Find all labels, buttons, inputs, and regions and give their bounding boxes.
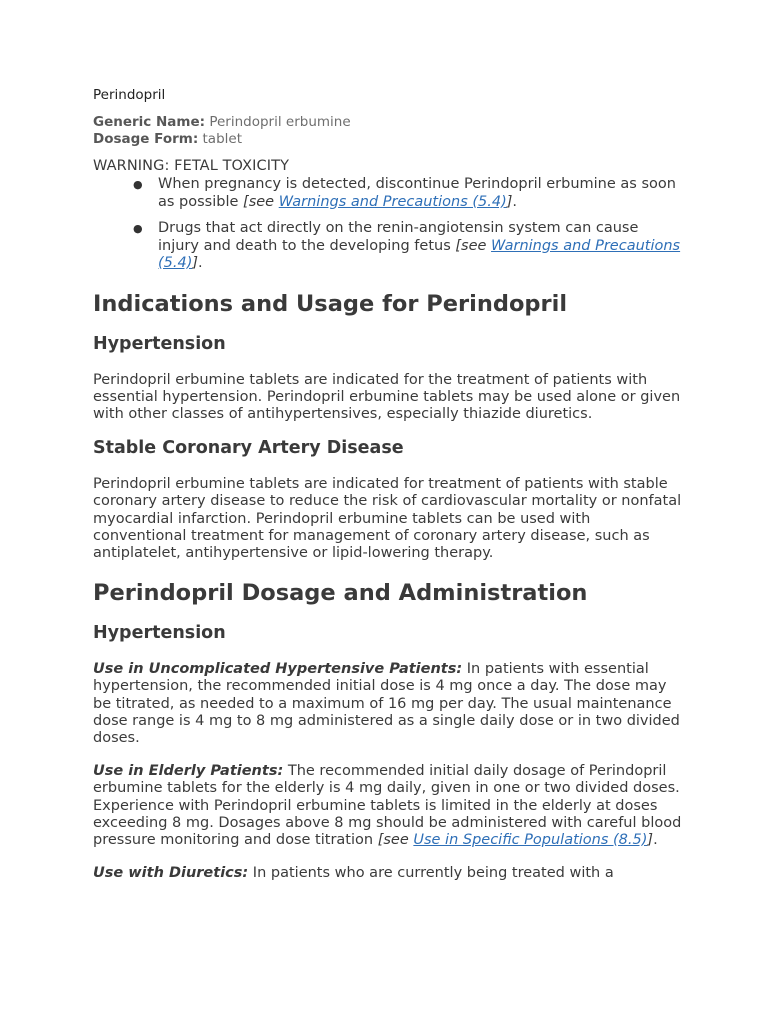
generic-name-value: Perindopril erbumine: [209, 114, 351, 130]
warning-list: [93, 176, 683, 273]
indications-heading: Indications and Usage for Perindopril: [93, 290, 568, 317]
dosage-form-label: Dosage Form:: [93, 131, 199, 147]
generic-name-label: Generic Name:: [93, 114, 206, 130]
reference-suffix: ]: [506, 193, 513, 210]
generic-name-line: [93, 114, 683, 131]
dosage-diuretics-paragraph: [93, 865, 683, 882]
dosage-form-line: [93, 131, 683, 148]
bullet-icon: ●: [133, 178, 143, 191]
dosage-form-value: tablet: [202, 131, 243, 147]
dosage-diuretics-body: In patients who are currently being treated with a: [248, 865, 614, 882]
bullet-icon: ●: [133, 222, 143, 235]
sentence-end: .: [198, 255, 203, 271]
warning-item: [133, 176, 683, 211]
indications-cad-heading: Stable Coronary Artery Disease: [93, 438, 404, 459]
document-title: Perindopril: [93, 87, 166, 103]
dosage-heading: Perindopril Dosage and Administration: [93, 580, 588, 607]
dosage-diuretics-lead: Use with Diuretics:: [93, 865, 249, 882]
reference-prefix: [see: [455, 237, 492, 254]
document-page: [93, 86, 683, 882]
warning-heading: WARNING: FETAL TOXICITY: [93, 158, 290, 174]
dosage-uncomplicated-lead: Use in Uncomplicated Hypertensive Patients:: [93, 661, 463, 678]
warning-item-text: Drugs that act directly on the renin-angiotensin system can cause injury and death to the developing fetus: [158, 220, 639, 254]
dosage-elderly-body: The recommended initial daily dosage of Perindopril erbumine tablets for the elderly is 4 mg daily, given in one or two divided doses. Experience with Perindopril erbumine tablets is limited in the elderly at doses exceeding 8 mg. Dosages above 8 mg should be administered with careful blood pressure monitoring and dose titration: [93, 763, 682, 848]
dosage-uncomplicated-body: In patients with essential hypertension, the recommended initial dose is 4 mg once a day. The dose may be titrated, as needed to a maximum of 16 mg per day. The usual maintenance dose range is 4 mg to 8 mg administered as a single daily dose or in two divided doses.: [93, 661, 680, 746]
dosage-hypertension-heading: Hypertension: [93, 623, 226, 644]
indications-hypertension-body: Perindopril erbumine tablets are indicated for the treatment of patients with essential hypertension. Perindopril erbumine tablets may be used alone or given with other classes of antihypertensives, especially thiazide diuretics.: [93, 371, 681, 422]
reference-prefix: [see: [377, 831, 414, 848]
warning-item: [133, 220, 683, 273]
indications-hypertension-heading: Hypertension: [93, 333, 226, 354]
dosage-elderly-lead: Use in Elderly Patients:: [93, 763, 284, 780]
specific-populations-link[interactable]: Use in Specific Populations (8.5): [413, 831, 648, 848]
dosage-elderly-paragraph: [93, 763, 683, 849]
indications-cad-body: Perindopril erbumine tablets are indicated for treatment of patients with stable coronary artery disease to reduce the risk of cardiovascular mortality or nonfatal myocardial infarction. Perindopril erbumine tablets can be used with conventional treatment for management of coronary artery disease, such as antiplatelet, antihypertensive or lipid-lowering therapy.: [93, 476, 682, 561]
reference-suffix: ]: [192, 255, 199, 271]
sentence-end: .: [512, 193, 518, 210]
sentence-end: .: [653, 831, 658, 848]
warnings-precautions-link[interactable]: Warnings and Precautions (5.4): [278, 193, 507, 210]
reference-suffix: ]: [647, 831, 654, 848]
dosage-uncomplicated-paragraph: [93, 661, 683, 747]
reference-prefix: [see: [243, 193, 279, 210]
warning-item-text: When pregnancy is detected, discontinue Perindopril erbumine as soon as possible: [158, 176, 676, 210]
warnings-precautions-link[interactable]: Warnings and Precautions (5.4): [158, 237, 681, 271]
